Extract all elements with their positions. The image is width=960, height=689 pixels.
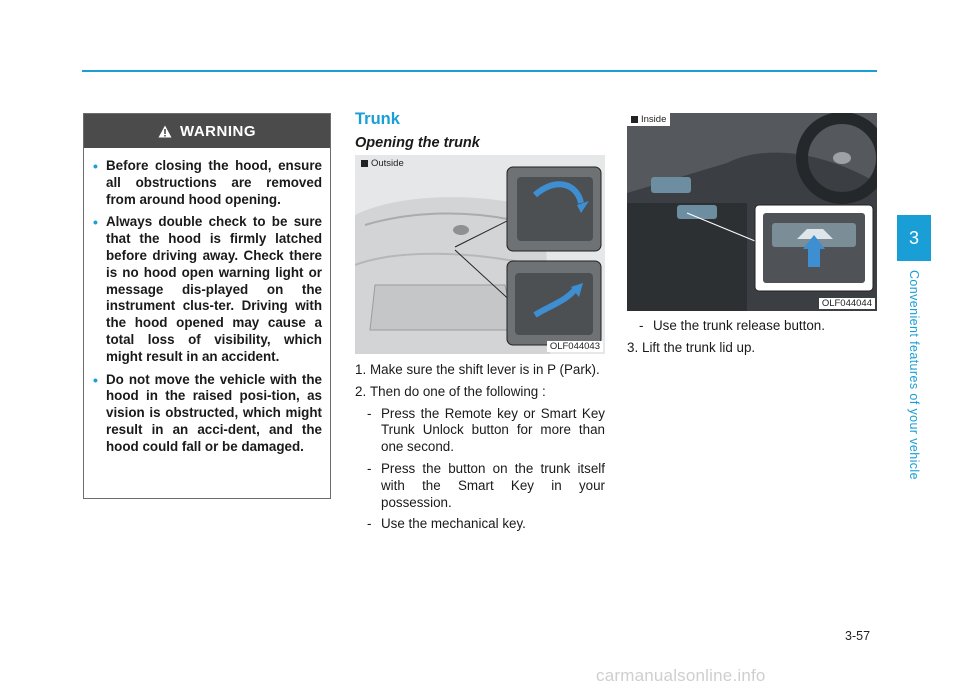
bullet-icon: • — [93, 214, 98, 231]
inside-figure-code: OLF044044 — [819, 298, 875, 309]
outside-figure — [355, 155, 605, 354]
step-3: 3. Lift the trunk lid up. — [627, 339, 756, 355]
warning-box — [83, 113, 331, 499]
step-1: 1. Make sure the shift lever is in P (Park). — [355, 362, 600, 377]
chapter-title: Convenient features of your vehicle — [907, 270, 921, 480]
warning-triangle-icon — [158, 125, 172, 138]
inside-figure — [627, 113, 877, 311]
watermark: carmanualsonline.info — [596, 666, 766, 685]
outside-figure-label: Outside — [361, 158, 404, 169]
trunk-steps-continued — [627, 318, 877, 362]
substep: - Press the Remote key or Smart Key Trunk Unlock button for more than one second. — [367, 405, 605, 455]
chapter-tab: 3 — [897, 215, 931, 261]
bullet-icon: • — [93, 158, 98, 174]
section-subtitle: Opening the trunk — [355, 135, 480, 151]
warning-list — [84, 148, 330, 456]
trunk-inside-illustration — [627, 113, 877, 311]
substep: - Press the button on the trunk itself with the Smart Key in your possession. — [367, 460, 605, 510]
trunk-steps — [355, 362, 605, 538]
inside-figure-label: Inside — [627, 113, 670, 126]
warning-title: WARNING — [180, 122, 256, 140]
substep: - Use the trunk release button. — [639, 318, 825, 333]
section-title: Trunk — [355, 110, 400, 128]
trunk-outside-illustration — [355, 155, 605, 354]
substep: - Use the mechanical key. — [367, 516, 526, 532]
warning-item: • Always double check to be sure that the hood is firmly latched before driving away. Check there is no hood open warning light or message dis-played on the instrument clus-ter. Driving with the hood opened may cause a total loss of visibility, which might result in an accident. — [93, 214, 322, 364]
step-2: 2. Then do one of the following : — [355, 383, 546, 399]
warning-item: • Before closing the hood, ensure all obstructions are removed from around hood opening. — [93, 158, 322, 207]
page-number: 3-57 — [845, 629, 871, 643]
warning-header — [84, 114, 330, 148]
outside-figure-code: OLF044043 — [547, 341, 603, 352]
square-bullet-icon — [361, 160, 368, 167]
top-rule — [82, 70, 877, 72]
bullet-icon: • — [93, 371, 98, 388]
square-bullet-icon — [631, 116, 638, 123]
warning-item: • Do not move the vehicle with the hood in the raised posi-tion, as vision is obstructed, which might result in an acci-dent, and the hood could fall or be damaged. — [93, 371, 322, 454]
